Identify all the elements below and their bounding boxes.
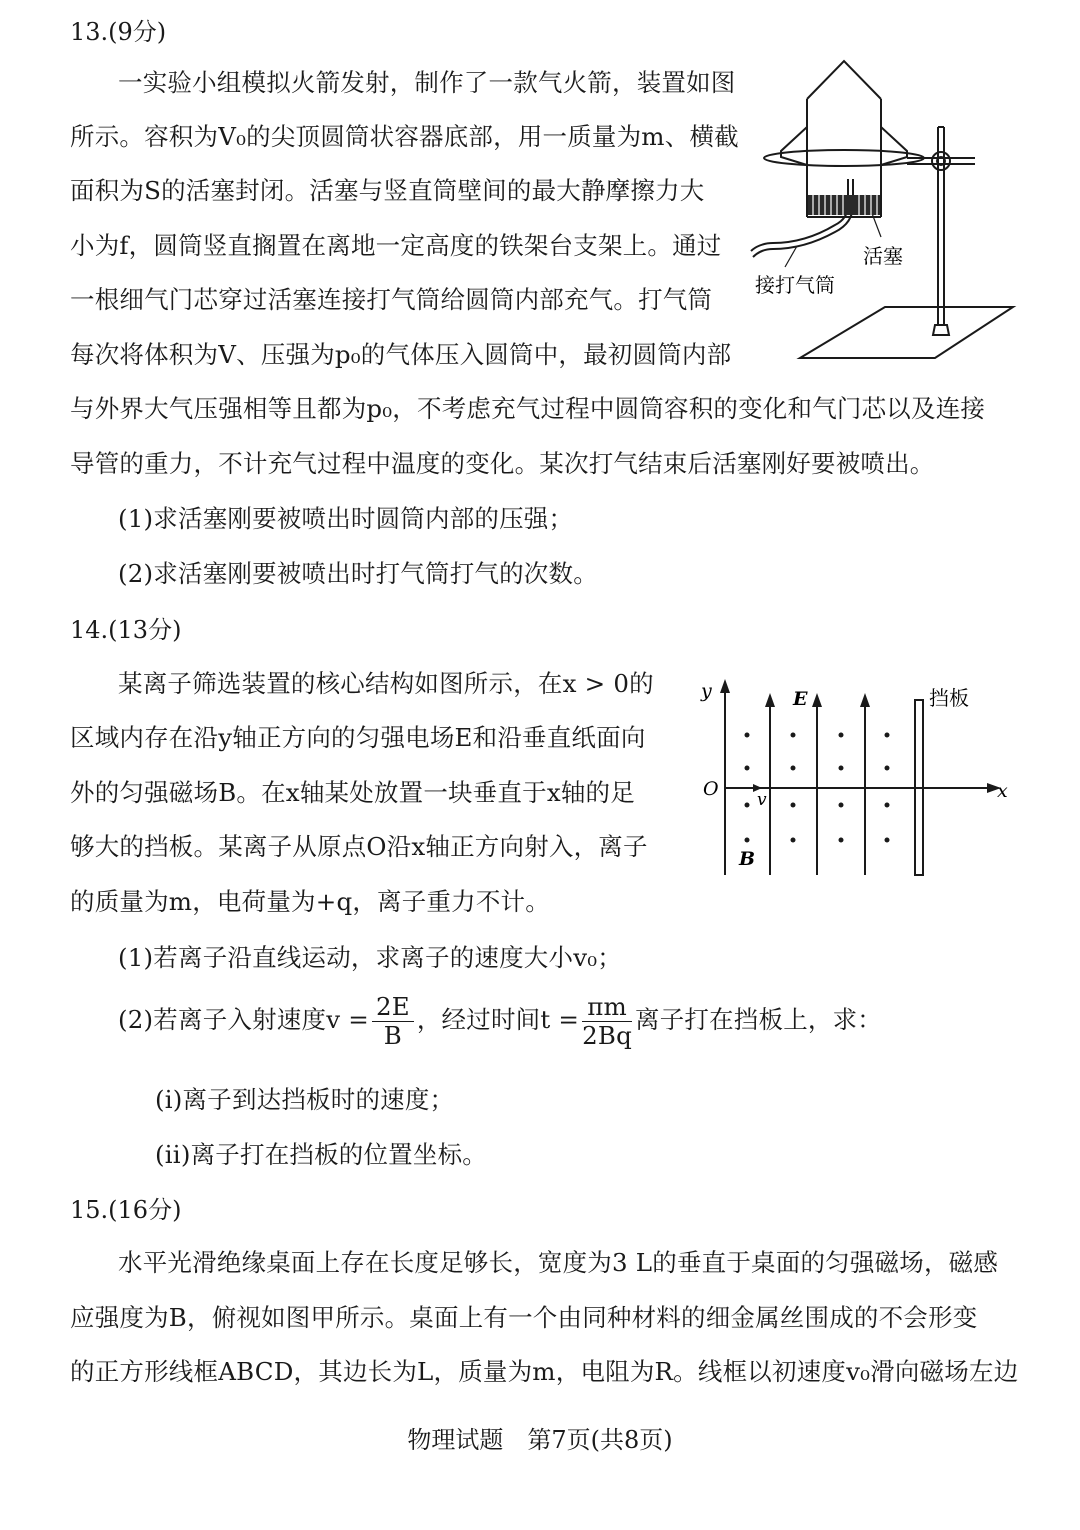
q14-field-figure	[695, 675, 1015, 885]
q13-line-7: 与外界大气压强相等且都为p₀，不考虑充气过程中圆筒容积的变化和气门芯以及连接	[70, 394, 986, 423]
q14-sub-2-part-b: ，经过时间t =	[416, 1005, 580, 1034]
q15-line-3: 的正方形线框ABCD，其边长为L，质量为m，电阻为R。线框以初速度v₀滑向磁场左边	[70, 1357, 1019, 1386]
label-origin: O	[703, 778, 719, 800]
page-footer: 物理试题 第7页(共8页)	[407, 1426, 673, 1454]
q13-line-2: 所示。容积为V₀的尖顶圆筒状容器底部，用一质量为m、横截	[70, 122, 739, 151]
q14-line-2: 区域内存在沿y轴正方向的匀强电场E和沿垂直纸面向	[70, 723, 646, 752]
label-B: B	[739, 848, 756, 870]
fraction-numerator: πm	[582, 993, 632, 1022]
q13-sub-2: (2)求活塞刚要被喷出时打气筒打气的次数。	[118, 559, 598, 588]
q14-sub-2-part-c: 离子打在挡板上，求：	[635, 1005, 882, 1034]
fraction-2E-over-B	[372, 993, 414, 1050]
label-pump: 接打气筒	[755, 273, 835, 297]
fraction-denominator: B	[383, 1021, 403, 1050]
q14-sub-1: (1)若离子沿直线运动，求离子的速度大小v₀；	[118, 943, 622, 972]
fraction-denominator: 2Bq	[582, 1021, 632, 1050]
q13-line-3: 面积为S的活塞封闭。活塞与竖直筒壁间的最大静摩擦力大	[70, 176, 705, 205]
q14-line-4: 够大的挡板。某离子从原点O沿x轴正方向射入，离子	[70, 832, 648, 861]
q14-line-5: 的质量为m，电荷量为+q，离子重力不计。	[70, 887, 550, 916]
label-board: 挡板	[929, 686, 969, 710]
q14-sub-ii: (ii)离子打在挡板的位置坐标。	[155, 1140, 487, 1169]
q13-rocket-figure	[745, 55, 1025, 370]
q15-line-2: 应强度为B，俯视如图甲所示。桌面上有一个由同种材料的细金属丝围成的不会形变	[70, 1303, 978, 1332]
label-y-axis: y	[701, 680, 712, 702]
q13-line-4: 小为f，圆筒竖直搁置在离地一定高度的铁架台支架上。通过	[70, 231, 722, 260]
label-v: v	[757, 790, 767, 810]
q13-line-8: 导管的重力，不计充气过程中温度的变化。某次打气结束后活塞刚好要被喷出。	[70, 449, 935, 478]
q14-sub-2	[118, 992, 882, 1050]
q14-line-3: 外的匀强磁场B。在x轴某处放置一块垂直于x轴的足	[70, 778, 635, 807]
q13-sub-1: (1)求活塞刚要被喷出时圆筒内部的压强；	[118, 504, 574, 533]
q14-sub-2-part-a: (2)若离子入射速度v =	[118, 1005, 369, 1034]
q13-line-6: 每次将体积为V、压强为p₀的气体压入圆筒中，最初圆筒内部	[70, 340, 732, 369]
q14-heading: 14.(13分)	[70, 616, 182, 644]
q14-line-1: 某离子筛选装置的核心结构如图所示，在x > 0的	[118, 669, 654, 698]
fraction-pim-over-2Bq	[582, 993, 632, 1050]
label-piston: 活塞	[863, 244, 903, 268]
q15-heading: 15.(16分)	[70, 1196, 182, 1224]
q13-line-1: 一实验小组模拟火箭发射，制作了一款气火箭，装置如图	[118, 68, 736, 97]
fraction-numerator: 2E	[372, 993, 414, 1022]
q14-sub-i: (i)离子到达挡板时的速度；	[155, 1085, 455, 1114]
label-E: E	[793, 688, 808, 710]
label-x-axis: x	[997, 780, 1008, 802]
q15-line-1: 水平光滑绝缘桌面上存在长度足够长，宽度为3 L的垂直于桌面的匀强磁场，磁感	[118, 1248, 999, 1277]
q13-line-5: 一根细气门芯穿过活塞连接打气筒给圆筒内部充气。打气筒	[70, 285, 713, 314]
q13-heading: 13.(9分)	[70, 18, 167, 46]
